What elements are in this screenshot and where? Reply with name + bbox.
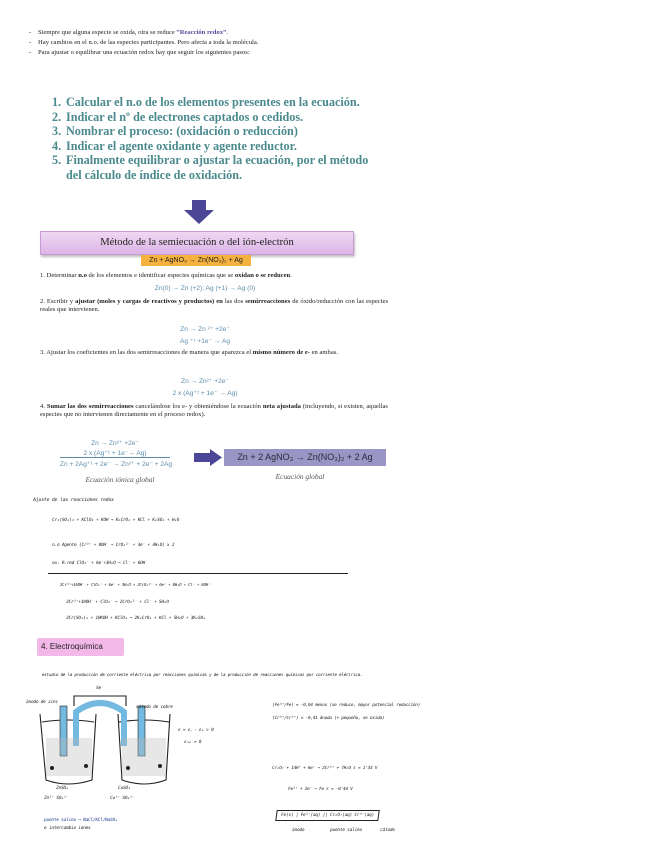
potential-fe: (Fe³⁺/Fe) = -0,04 menos (se reduce, mayor potencial reducción) xyxy=(271,703,421,708)
cell-notation: Fe(s) | Fe²⁺(aq) || Cr₂O₇(aq) Cr³⁺(aq) xyxy=(275,810,379,821)
handwritten-title: Ajuste de las reacciones redox xyxy=(32,498,114,503)
label-puente: puente salino xyxy=(329,828,363,833)
step-item: 4. Indicar el agente oxidante y agente reductor. xyxy=(52,138,297,153)
hand-line-3: ox. R.red ClO₃⁻ + 6e⁻+3H₂O → Cl⁻ + 6OH⁻ xyxy=(51,561,148,566)
intro-bullet-2: - Hay cambios en el n.o. de las especies participantes. Pero afecta a toda la molécula. xyxy=(29,39,259,46)
sum-line-1: Zn → Zn²⁺ +2e⁻ xyxy=(91,440,139,447)
label-cu-ions: Cu²⁺ SO₄²⁻ xyxy=(109,796,135,801)
sum-line-2: 2 x (Ag⁺¹ + 1e⁻→ Ag) xyxy=(60,449,170,458)
section-badge: 4. Electroquímica xyxy=(37,638,124,656)
label-cathode: cátodo de cobre xyxy=(135,705,174,710)
redox-highlight: “Reacción redox” xyxy=(176,29,227,36)
hand-line-4: 2Cr³⁺+16OH⁻ + ClO₃⁻ + 6e⁻ + 3H₂O → 2CrO₄²⁻ + 6e⁻ + 8H₂O + Cl⁻ + 6OH⁻ xyxy=(59,582,211,587)
paragraph-step-4: 4. Sumar las dos semirreacciones cancelándose los e- y obteniéndose la ecuación neta ajustada (incluyendo, si existen, aquellas especies que no intervienen directamente en el proceso redox). xyxy=(40,403,388,419)
intro-bullet-3: - Para ajustar o equilibrar una ecuación redox hay que seguir los siguientes pasos: xyxy=(29,49,250,56)
down-arrow-icon xyxy=(184,200,214,224)
half-reaction-ox: Zn → Zn ²⁺ +2e⁻ xyxy=(180,326,230,333)
label-electrons: Se⁻ xyxy=(95,686,104,691)
steps-list xyxy=(52,95,372,183)
half-reaction-red: Ag ⁺¹ +1e⁻ → Ag xyxy=(179,338,231,345)
label-salt-bridge-2: e intercambio iones xyxy=(43,826,91,831)
oxidation-numbers: Zn(0) → Zn (+2); Ag (+1) → Ag (0) xyxy=(154,285,256,292)
hand-line-5: 2Cr³⁺+10OH⁻ + ClO₃⁻ → 2CrO₄²⁻ + Cl⁻ + 5H₂O xyxy=(65,600,169,605)
step-item: 2. Indicar el nº de electrones captados o cedidos. xyxy=(52,109,304,124)
global-caption: Ecuación global xyxy=(275,472,325,481)
sum-divider xyxy=(48,573,348,574)
global-equation-box: Zn + 2 AgNO₃ → Zn(NO₃)₂ + 2 Ag xyxy=(224,449,386,466)
label-cuso4: CuSO₄ xyxy=(117,786,131,791)
balanced-ox: Zn → Zn²⁺ +2e⁻ xyxy=(181,378,229,385)
electrochem-intro: estudio de la producción de corriente eléctrica por reacciones químicas y de la producción de reacciones químicas por corriente eléctrica. xyxy=(41,672,363,677)
paragraph-step-3: 3. Ajustar los coeficientes en las dos semirreacciones de manera que aparezca el mismo número de e- en ambas. xyxy=(40,349,338,356)
right-arrow-icon xyxy=(194,449,222,466)
hand-line-2: n.o Agente (Cr³⁺ + 8OH⁻ → CrO₄²⁻ + 3e⁻ + 4H₂O) x 2 xyxy=(51,543,175,548)
paragraph-step-2: 2. Escribir y ajustar (moles y cargas de reactivos y productos) en las dos semirreacciones de óxido/reducción con las especies reales que intervienen. xyxy=(40,298,389,314)
balanced-red: 2 x (Ag⁺¹ + 1e⁻ → Ag) xyxy=(172,390,238,397)
ionic-caption: Ecuación iónica global xyxy=(85,475,155,484)
label-zn-ions: Zn²⁺ SO₄²⁻ xyxy=(43,796,69,801)
step-item: 5. Finalmente equilibrar o ajustar la ecuación, por el método del cálculo de índice de oxidación. xyxy=(52,153,369,182)
formula-zero: εₐₚ = 0 xyxy=(183,740,202,745)
half-reaction-cr: Cr₂O₇ + 14H⁺ + 6e⁻ → 2Cr³⁺ + 7H₂O ε = 1'33 V xyxy=(271,766,378,771)
reaction-highlight: Zn + AgNO₃ → Zn(NO₃)₂ + Ag xyxy=(141,255,251,266)
sum-result: Zn + 2Ag⁺¹ + 2e⁻ → Zn²⁺ + 2e⁻ + 2Ag xyxy=(59,461,173,468)
paragraph-step-1: 1. Determinar n.o de los elementos e identificar especies químicas que se oxidan o se reducen. xyxy=(40,272,292,279)
label-cátodo: cátodo xyxy=(379,828,396,833)
method-banner: Método de la semiecuación o del ión-electrón xyxy=(40,231,354,255)
step-item: 3. Nombrar el proceso: (oxidación o reducción) xyxy=(52,124,298,139)
label-anode: ánodo de zinc xyxy=(25,700,59,705)
step-item: 1. Calcular el n.o de los elementos presentes en la ecuación. xyxy=(52,95,360,109)
label-znso4: ZnSO₄ xyxy=(55,786,69,791)
formula-emf: ε = ε꜀ - εₐ > 0 xyxy=(177,728,214,733)
label-salt-bridge: puente salino → NaCl/KCl/NaSO₄ xyxy=(43,818,118,823)
intro-bullet-1: - Siempre que alguna especie se oxida, otra se reduce “Reacción redox”. xyxy=(29,29,228,36)
label-ánodo: ánodo xyxy=(291,828,305,833)
half-reaction-fe: Fe²⁺ + 2e⁻ → Fe ε = -0'44 V xyxy=(287,787,353,792)
potential-cr: (Cr³⁺/Cr²⁺) = -0,41 ánodo (+ pequeño, se oxida) xyxy=(271,716,385,721)
hand-line-6: 2Cr(SO₄)₃ + 10KOH + KClO₃ → 2K₂CrO₄ + KCl + 5H₂O + 3K₂SO₄ xyxy=(65,616,206,621)
hand-line-1: Cr₂(SO₄)₃ + KClO₃ + KOH → K₂CrO₄ + KCl + K₂SO₄ + H₂O xyxy=(51,518,180,523)
